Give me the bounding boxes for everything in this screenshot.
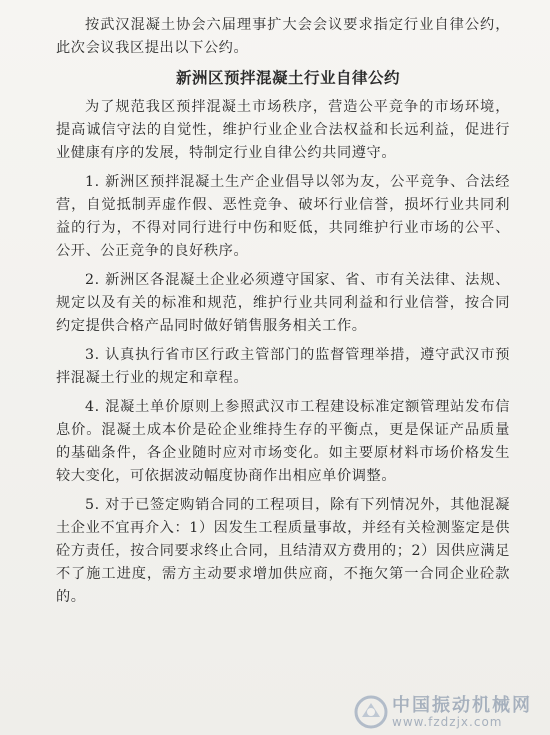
clause-3: 3. 认真执行省市区行政主管部门的监督管理举措，遵守武汉市预拌混凝土行业的规定和章程。	[56, 347, 510, 386]
clause-1: 1. 新洲区预拌混凝土生产企业倡导以邻为友，公平竞争、合法经营，自觉抵制弄虚作假、恶性竞争、破坏行业信誉，损坏行业共同利益的行为，不得对同行进行中伤和贬低，共同维护行业市场的公平、公开、公正竞争的良好秩序。	[56, 174, 510, 259]
watermark-url: www.fzdzjx.com	[392, 714, 503, 729]
watermark-logo-icon	[354, 695, 388, 729]
watermark-brand: 中国振动机械网	[392, 694, 532, 716]
preamble-paragraph: 为了规范我区预拌混凝土市场秩序，营造公平竞争的市场环境，提高诚信守法的自觉性，维护行业企业合法权益和长远利益，促进行业健康有序的发展，特制定行业自律公约共同遵守。	[56, 99, 510, 161]
clause-2: 2. 新洲区各混凝土企业必须遵守国家、省、市有关法律、法规、规定以及有关的标准和规范，维护行业共同利益和行业信誉，按合同约定提供合格产品同时做好销售服务相关工作。	[56, 272, 510, 334]
document-title: 新洲区预拌混凝土行业自律公约	[175, 69, 400, 87]
clause-5: 5. 对于已签定购销合同的工程项目，除有下列情况外，其他混凝土企业不宜再介入：1）因发生工程质量事故，并经有关检测鉴定是供砼方责任，按合同要求终止合同，且结清双方费用的；2）因供应满足不了施工进度，需方主动要求增加供应商，不拖欠第一合同企业砼款的。	[56, 497, 510, 605]
clause-4: 4. 混凝土单价原则上参照武汉市工程建设标准定额管理站发布信息价。混凝土成本价是砼企业维持生存的平衡点，更是保证产品质量的基础条件，各企业随时应对市场变化。如主要原材料市场价格发生较大变化，可依据波动幅度协商作出相应单价调整。	[56, 399, 510, 484]
watermark	[354, 695, 532, 729]
intro-paragraph: 按武汉混凝土协会六届理事扩大会会议要求指定行业自律公约，此次会议我区提出以下公约。	[56, 17, 510, 56]
